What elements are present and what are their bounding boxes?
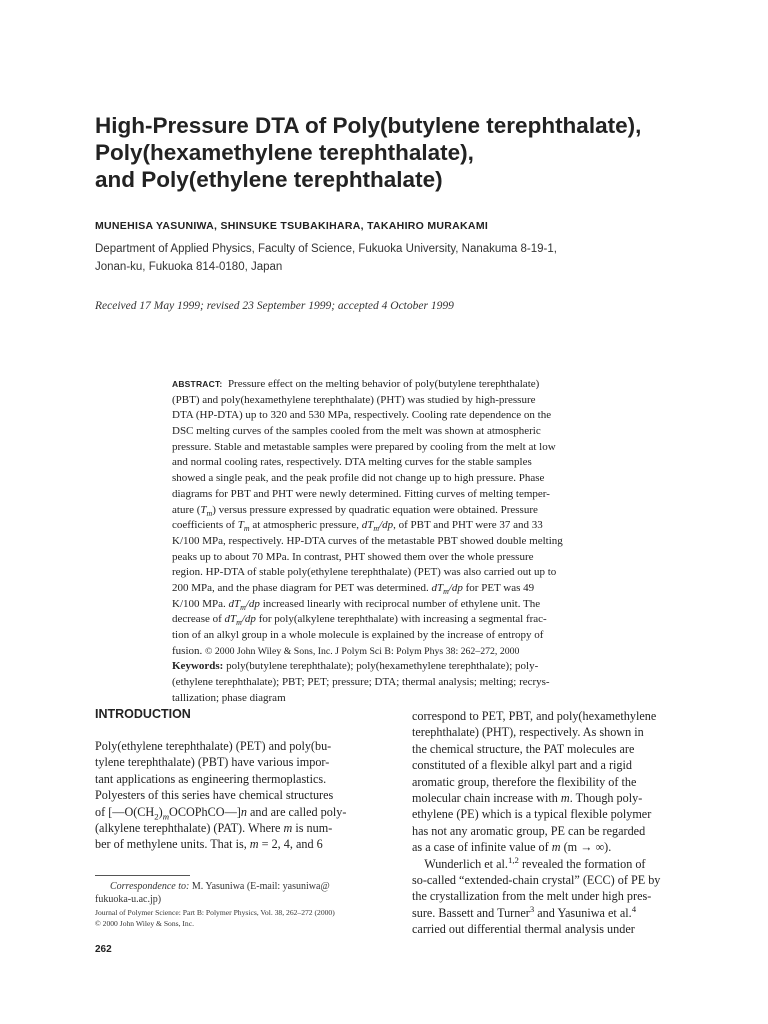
- affiliation: [95, 241, 655, 276]
- abstract-text: Pressure effect on the melting behavior of poly(butylene terephthalate): [227, 378, 540, 390]
- body-line: [412, 790, 702, 806]
- abstract-line: DSC melting curves of the samples cooled from the melt was shown at atmospheric: [172, 425, 541, 438]
- symbol-dp: /dp: [241, 613, 256, 626]
- text-fragment: (m → ∞).: [560, 840, 612, 855]
- abstract-line: pressure. Stable and metastable samples were prepared by cooling from the melt at low: [172, 440, 556, 453]
- abstract-line: [172, 644, 696, 660]
- text-fragment: (alkylene terephthalate) (PAT). Where: [95, 820, 284, 835]
- body-line: Poly(ethylene terephthalate) (PET) and poly(bu-: [95, 739, 332, 753]
- body-line: [95, 804, 385, 820]
- keywords-text: poly(butylene terephthalate); poly(hexamethylene terephthalate); poly-: [223, 660, 539, 673]
- text-fragment: revealed the formation of: [518, 856, 646, 871]
- body-line: the crystallization from the melt under high pres-: [412, 889, 652, 904]
- body-line: terephthalate) (PHT), respectively. As shown in: [412, 725, 644, 740]
- symbol-t: T: [237, 519, 244, 532]
- correspondence-footnote: [95, 880, 395, 906]
- citation-ref: 3: [529, 903, 535, 914]
- text-fragment: as a case of infinite value of: [412, 840, 552, 855]
- abstract-line: [172, 581, 696, 597]
- footnote-label: Correspondence to:: [110, 881, 190, 892]
- journal-info: [95, 907, 395, 929]
- text-fragment: 200 MPa, and the phase diagram for PET was determined.: [172, 581, 432, 594]
- citation-ref: 4: [631, 903, 637, 914]
- text-fragment: molecular chain increase with: [412, 790, 561, 805]
- abstract-line: showed a single peak, and the peak profile did not change up to high pressure. Phase: [172, 472, 545, 485]
- footnote-line-2: fukuoka-u.ac.jp): [95, 894, 162, 905]
- symbol-m: m: [551, 840, 561, 855]
- subscript-m: m: [373, 524, 380, 534]
- body-line: [412, 839, 702, 855]
- text-fragment: increased linearly with reciprocal number of ethylene unit. The: [259, 597, 541, 610]
- subscript-m: m: [206, 508, 213, 518]
- symbol-n: n: [240, 804, 247, 819]
- body-line: tant applications as engineering thermoplastics.: [95, 771, 327, 786]
- keywords-label: Keywords:: [172, 660, 224, 673]
- keywords-line: tallization; phase diagram: [172, 691, 286, 704]
- body-line: correspond to PET, PBT, and poly(hexamethylene: [412, 709, 657, 723]
- text-fragment: and Yasuniwa et al.: [534, 905, 632, 920]
- symbol-dp: /dp: [448, 581, 463, 594]
- subscript-m: m: [240, 602, 246, 612]
- body-line: the chemical structure, the PAT molecules are: [412, 741, 635, 756]
- text-fragment: K/100 MPa.: [172, 597, 229, 610]
- text-fragment: Wunderlich et al.: [424, 856, 508, 871]
- abstract-line: diagrams for PBT and PHT were newly determined. Fitting curves of melting temper-: [172, 487, 550, 500]
- body-line: tylene terephthalate) (PBT) have various impor-: [95, 755, 330, 770]
- abstract: [172, 377, 696, 706]
- abstract-line: [172, 518, 696, 534]
- body-line: ethylene (PE) which is a typical flexible polymer: [412, 807, 652, 822]
- abstract-line: K/100 MPa, respectively. HP-DTA curves of the metastable PBT showed double melting: [172, 534, 563, 547]
- keywords-line: [172, 659, 696, 675]
- symbol-t: T: [200, 503, 207, 516]
- text-fragment: coefficients of: [172, 519, 238, 532]
- abstract-line: region. HP-DTA of stable poly(ethylene terephthalate) (PET) was also carried out up to: [172, 566, 557, 579]
- keywords-line: (ethylene terephthalate); PBT; PET; pressure; DTA; thermal analysis; melting; recrys-: [172, 676, 550, 689]
- text-fragment: is num-: [292, 820, 333, 835]
- abstract-line: [172, 597, 696, 613]
- copyright-citation: © 2000 John Wiley & Sons, Inc. J Polym Sci B: Polym Phys 38: 262–272, 2000: [205, 645, 520, 657]
- text-fragment: OCOPhCO—]: [169, 804, 241, 819]
- subscript-m: m: [162, 811, 170, 821]
- footnote-divider: [95, 875, 190, 876]
- body-line: [95, 836, 385, 852]
- abstract-line: [172, 503, 696, 519]
- abstract-line: tion of an alkyl group in a whole molecule is explained by the increase of entropy of: [172, 629, 544, 641]
- text-fragment: ) versus pressure expressed by quadratic equation were obtained. Pressure: [212, 503, 538, 516]
- author-list: MUNEHISA YASUNIWA, SHINSUKE TSUBAKIHARA, TAKAHIRO MURAKAMI: [95, 220, 489, 232]
- text-fragment: . Though poly-: [569, 790, 643, 805]
- text-fragment: , of PBT and PHT were 37 and 33: [393, 519, 543, 532]
- symbol-dt: dT: [224, 613, 237, 626]
- abstract-label: ABSTRACT:: [172, 379, 223, 389]
- body-line: has not any aromatic group, PE can be regarded: [412, 823, 646, 838]
- symbol-dt: dT: [431, 581, 444, 594]
- text-fragment: and are called poly-: [246, 804, 347, 819]
- title-line-2: Poly(hexamethylene terephthalate),: [95, 140, 474, 165]
- text-fragment: ature (: [172, 503, 201, 516]
- page-number: 262: [95, 944, 112, 955]
- text-fragment: sure. Bassett and Turner: [412, 905, 530, 920]
- body-line: Polyesters of this series have chemical structures: [95, 788, 334, 803]
- symbol-m: m: [283, 820, 293, 835]
- body-line: aromatic group, therefore the flexibility of the: [412, 774, 637, 789]
- abstract-line: DTA (HP-DTA) up to 320 and 530 MPa, respectively. Cooling rate dependence on the: [172, 409, 552, 422]
- subscript-m: m: [443, 587, 449, 597]
- title-line-3: and Poly(ethylene terephthalate): [95, 167, 443, 192]
- text-fragment: ber of methylene units. That is,: [95, 837, 250, 852]
- affiliation-line-1: Department of Applied Physics, Faculty of Science, Fukuoka University, Nanakuma 8-19-1,: [95, 243, 557, 255]
- journal-line-1: Journal of Polymer Science: Part B: Polymer Physics, Vol. 38, 262–272 (2000): [95, 908, 335, 917]
- journal-line-2: © 2000 John Wiley & Sons, Inc.: [95, 919, 194, 928]
- citation-ref: 1,2: [507, 854, 519, 865]
- body-line: [95, 820, 385, 836]
- received-dates: Received 17 May 1999; revised 23 September 1999; accepted 4 October 1999: [95, 300, 454, 312]
- article-title: [95, 112, 695, 193]
- title-line-1: High-Pressure DTA of Poly(butylene terephthalate),: [95, 113, 642, 138]
- text-fragment: at atmospheric pressure,: [249, 519, 362, 532]
- text-fragment: for PET was 49: [462, 581, 535, 594]
- body-line: so-called “extended-chain crystal” (ECC) of PE by: [412, 872, 661, 887]
- text-fragment: fusion.: [172, 644, 203, 657]
- body-line: [412, 856, 702, 872]
- subscript-m: m: [243, 524, 250, 534]
- symbol-m: m: [249, 837, 259, 852]
- body-line: constituted of a flexible alkyl part and a rigid: [412, 758, 632, 773]
- abstract-line: peaks up to about 70 MPa. In contrast, PHT showed them over the whole pressure: [172, 550, 534, 563]
- abstract-line: [172, 377, 696, 393]
- subscript-m: m: [236, 618, 242, 628]
- text-fragment: for poly(alkylene terephthalate) with increasing a segmental frac-: [255, 613, 547, 626]
- footnote-text: M. Yasuniwa (E-mail: yasuniwa@: [189, 881, 330, 892]
- text-fragment: = 2, 4, and 6: [258, 837, 323, 852]
- body-line: carried out differential thermal analysis under: [412, 922, 635, 937]
- left-column: [95, 738, 385, 853]
- footnote-line-1: [95, 880, 395, 893]
- symbol-dp: /dp: [245, 597, 260, 610]
- symbol-dt: dT: [361, 519, 374, 532]
- symbol-dp: /dp: [379, 519, 394, 532]
- affiliation-line-2: Jonan-ku, Fukuoka 814-0180, Japan: [95, 260, 283, 273]
- section-heading: INTRODUCTION: [95, 707, 191, 721]
- right-column: [412, 708, 702, 937]
- abstract-line: (PBT) and poly(hexamethylene terephthalate) (PHT) was studied by high-pressure: [172, 393, 536, 406]
- text-fragment: decrease of: [172, 613, 225, 626]
- body-line: [412, 905, 702, 921]
- abstract-line: [172, 612, 696, 628]
- symbol-dt: dT: [228, 597, 241, 610]
- symbol-m: m: [560, 790, 570, 805]
- text-fragment: of [—O(CH: [95, 804, 155, 819]
- subscript: 2: [154, 811, 159, 821]
- abstract-line: and normal cooling rates, respectively. DTA melting curves for the stable samples: [172, 456, 532, 469]
- text-fragment: ): [158, 804, 163, 819]
